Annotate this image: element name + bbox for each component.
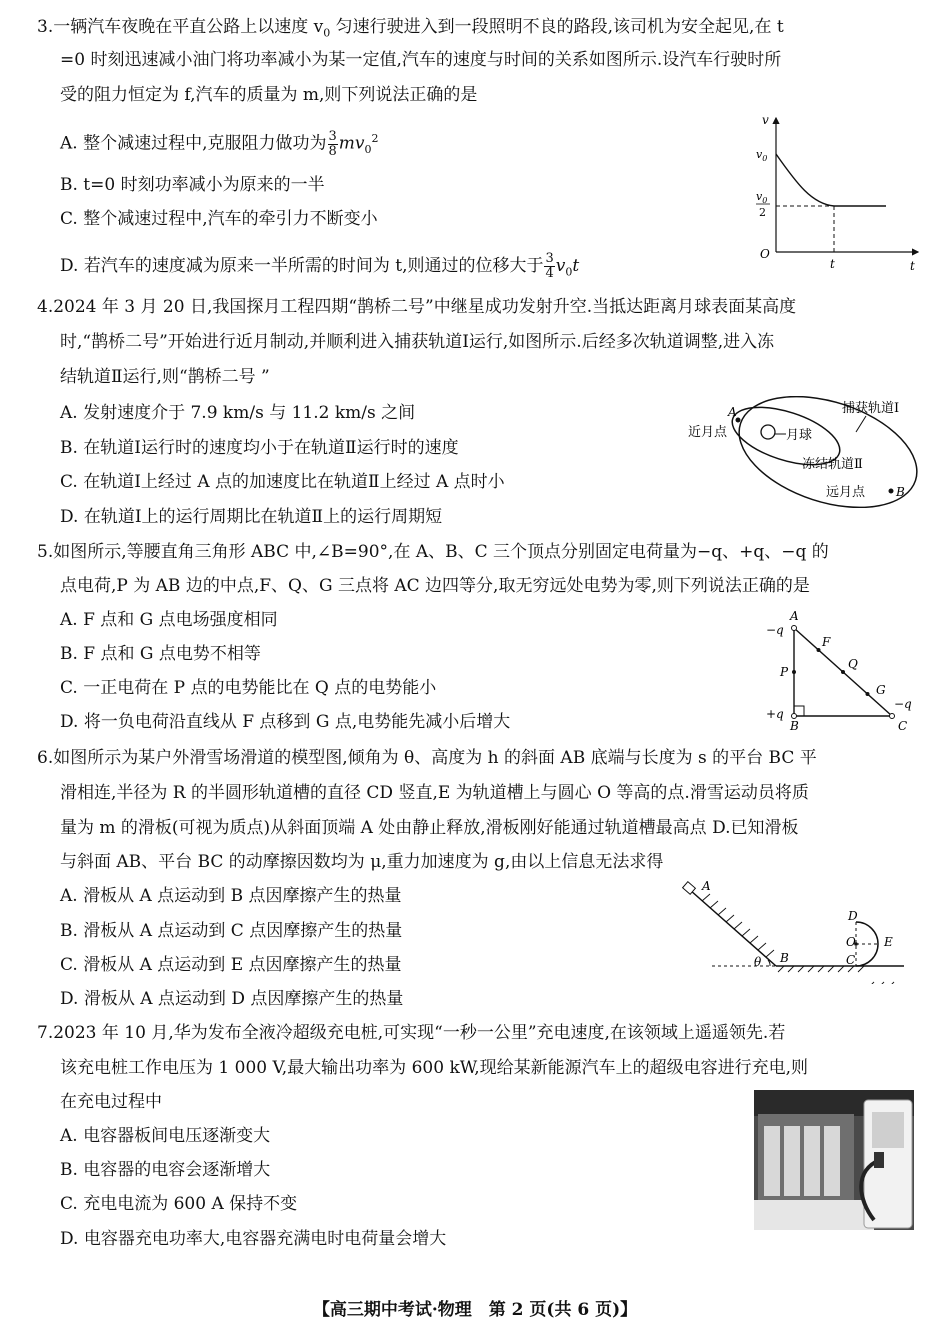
q7-charging-pile-photo [754, 1090, 914, 1230]
q5-option-d: D. 将一负电荷沿直线从 F 点移到 G 点,电势能先减小后增大 [60, 712, 511, 732]
q4-option-d: D. 在轨道Ⅰ上的运行周期比在轨道Ⅱ上的运行周期短 [60, 507, 443, 527]
label-b: B [780, 951, 789, 965]
q3-velocity-time-graph [752, 112, 924, 274]
slope-ab [690, 890, 776, 966]
label-c: C [846, 953, 856, 967]
q6-ski-track-diagram [680, 880, 914, 984]
q3-option-b: B. t=0 时刻功率减小为原来的一半 [60, 175, 325, 195]
label-q: Q [848, 657, 858, 671]
point-b [889, 489, 894, 494]
q4-stem-line2: 时,“鹊桥二号”开始进行近月制动,并顺利进入捕获轨道Ⅰ运行,如图所示.后经多次轨道调整,进入冻 [60, 332, 775, 352]
q4-option-c: C. 在轨道Ⅰ上经过 A 点的加速度比在轨道Ⅱ上经过 A 点时小 [60, 472, 505, 492]
label-p: P [780, 665, 789, 679]
label-near-point: 近月点 [688, 425, 728, 440]
label-a: A [790, 609, 799, 623]
decay-curve [776, 154, 834, 206]
q3-stem-line1: 3.一辆汽车夜晚在平直公路上以速度 $v_0$ 匀速行驶进入到一段照明不良的路段,该司机为安全起见,在 t [37, 17, 784, 40]
point-c [890, 714, 895, 719]
label-origin: O [760, 247, 770, 261]
q7-option-d: D. 电容器充电功率大,电容器充满电时电荷量会增大 [60, 1229, 447, 1249]
label-b: B [790, 719, 799, 733]
q6-option-c: C. 滑板从 A 点运动到 E 点因摩擦产生的热量 [60, 955, 402, 975]
q3-option-c: C. 整个减速过程中,汽车的牵引力不断变小 [60, 209, 378, 229]
lit-floor [754, 1200, 874, 1230]
label-moon: 月球 [786, 428, 813, 443]
q7-option-b: B. 电容器的电容会逐渐增大 [60, 1160, 271, 1180]
slope-hatching [702, 894, 774, 957]
label-c: C [898, 719, 908, 733]
post-screen [872, 1112, 904, 1148]
q4-stem-line3: 结轨道Ⅱ运行,则“鹊桥二号 ” [60, 367, 270, 387]
label-g: G [876, 683, 886, 697]
q3-option-a: A. 整个减速过程中,克服阻力做功为 $\frac{3}{8}$ $mv_0^2$ [60, 128, 379, 159]
q7-option-a: A. 电容器板间电压逐渐变大 [60, 1126, 271, 1146]
q7-stem-line1: 7.2023 年 10 月,华为发布全液冷超级充电桩,可实现“一秒一公里”充电速度,在该领域上遥遥领先.若 [37, 1023, 786, 1043]
point-b [792, 714, 797, 719]
page-footer: 【高三期中考试·物理 第 2 页(共 6 页)】 [312, 1300, 638, 1320]
q7-stem-line2: 该充电桩工作电压为 1 000 V,最大输出功率为 600 kW,现给某新能源汽车上的超级电容进行充电,则 [60, 1058, 809, 1078]
label-d: D [848, 909, 858, 923]
q7-option-c: C. 充电电流为 600 A 保持不变 [60, 1194, 298, 1214]
point-g [866, 692, 870, 696]
label-b: B [896, 485, 905, 499]
q6-stem-line4: 与斜面 AB、平台 BC 的动摩擦因数均为 μ,重力加速度为 g,由以上信息无法求得 [60, 852, 664, 872]
q6-stem-line2: 滑相连,半径为 R 的半圆形轨道槽的直径 CD 竖直,E 为轨道槽上与圆心 O 等高的点.滑雪运动员将质 [60, 783, 809, 803]
label-a: A [702, 880, 711, 893]
q4-option-b: B. 在轨道Ⅰ运行时的速度均小于在轨道Ⅱ运行时的速度 [60, 438, 459, 458]
label-t-axis: t [910, 259, 915, 273]
label-f: F [822, 635, 831, 649]
q6-option-d: D. 滑板从 A 点运动到 D 点因摩擦产生的热量 [60, 989, 404, 1009]
q4-stem-line1: 4.2024 年 3 月 20 日,我国探月工程四期“鹊桥二号”中继星成功发射升空.当抵达距离月球表面某高度 [37, 297, 797, 317]
q5-stem-line1: 5.如图所示,等腰直角三角形 ABC 中,∠B=90°,在 A、B、C 三个顶点分别固定电荷量为−q、+q、−q 的 [37, 542, 829, 562]
label-half-den: 2 [759, 206, 766, 219]
label-e: E [884, 935, 893, 949]
label-frozen-orbit: 冻结轨道Ⅱ [802, 457, 863, 472]
label-v0: $v_0$ [756, 148, 768, 163]
point-q [841, 670, 845, 674]
label-charge-c: −q [894, 697, 912, 711]
platform-hatching [778, 966, 894, 984]
capture-leader [856, 416, 866, 432]
point-p [792, 670, 796, 674]
label-v: v [762, 113, 769, 127]
charging-gun [874, 1152, 884, 1168]
label-far-point: 远月点 [826, 485, 866, 500]
q3-stem-line3: 受的阻力恒定为 f,汽车的质量为 m,则下列说法正确的是 [60, 85, 478, 105]
q3-stem-line2: =0 时刻迅速减小油门将功率减小为某一定值,汽车的速度与时间的关系如图所示.设汽车行驶时所 [60, 50, 782, 70]
q6-stem-line3: 量为 m 的滑板(可视为质点)从斜面顶端 A 处由静止释放,滑板刚好能通过轨道槽最高点 D.已知滑板 [60, 818, 799, 838]
q3-option-d: D. 若汽车的速度减为原来一半所需的时间为 t,则通过的位移大于 $\frac{3}{4}$ $v_0t$ [60, 251, 580, 281]
q7-stem-line3: 在充电过程中 [60, 1092, 162, 1112]
label-capture-orbit: 捕获轨道Ⅰ [842, 401, 900, 416]
q6-option-b: B. 滑板从 A 点运动到 C 点因摩擦产生的热量 [60, 921, 403, 941]
point-f [817, 648, 821, 652]
q5-stem-line2: 点电荷,P 为 AB 边的中点,F、Q、G 三点将 AC 边四等分,取无穷远处电势为零,则下列说法正确的是 [60, 576, 810, 596]
moon-circle [761, 425, 775, 439]
label-o: O [846, 935, 856, 949]
label-charge-b: +q [766, 707, 784, 721]
q5-option-a: A. F 点和 G 点电场强度相同 [60, 610, 278, 630]
point-a [792, 626, 797, 631]
q5-option-b: B. F 点和 G 点电势不相等 [60, 644, 261, 664]
label-t-tick: t [830, 257, 835, 271]
q4-option-a: A. 发射速度介于 7.9 km/s 与 11.2 km/s 之间 [60, 403, 416, 423]
q4-orbit-diagram [686, 396, 926, 508]
label-charge-a: −q [766, 623, 784, 637]
label-a: A [728, 405, 737, 419]
label-half-v0: $v_0$ [756, 190, 768, 205]
q6-option-a: A. 滑板从 A 点运动到 B 点因摩擦产生的热量 [60, 886, 402, 906]
q5-option-c: C. 一正电荷在 P 点的电势能比在 Q 点的电势能小 [60, 678, 437, 698]
q5-triangle-diagram [760, 608, 920, 734]
q6-stem-line1: 6.如图所示为某户外滑雪场滑道的模型图,倾角为 θ、高度为 h 的斜面 AB 底端与长度为 s 的平台 BC 平 [37, 748, 817, 768]
label-theta: θ [754, 955, 762, 969]
